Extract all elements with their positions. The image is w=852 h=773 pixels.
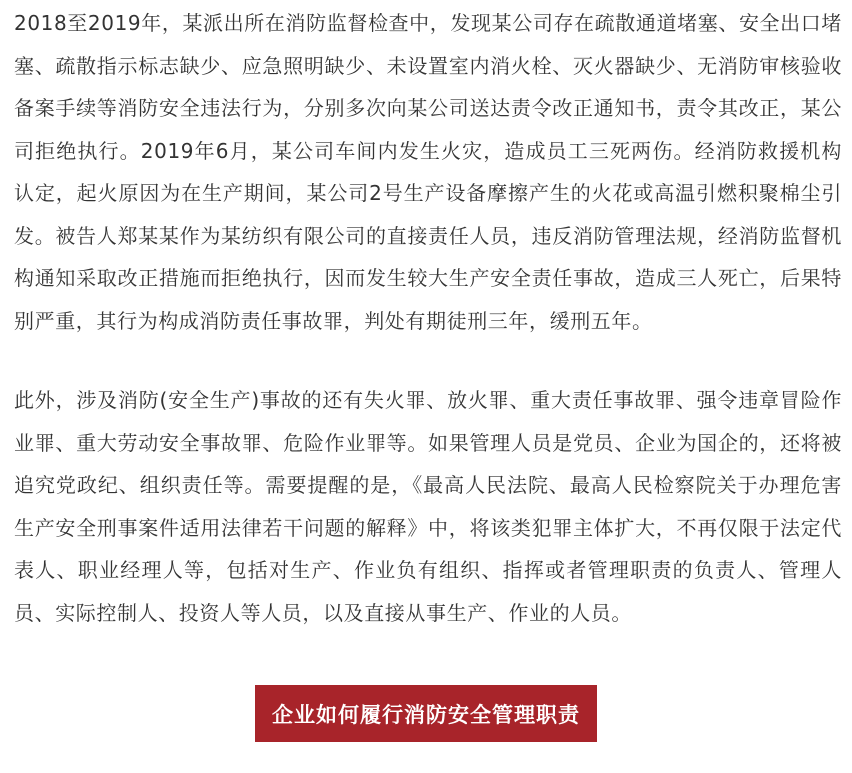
section-heading-banner: 企业如何履行消防安全管理职责 xyxy=(255,685,597,742)
article-body xyxy=(14,2,842,634)
related-crimes-paragraph: 此外，涉及消防(安全生产)事故的还有失火罪、放火罪、重大责任事故罪、强令违章冒险作业罪、重大劳动安全事故罪、危险作业罪等。如果管理人员是党员、企业为国企的，还将被追究党政纪、组织责任等。需要提醒的是，《最高人民法院、最高人民检察院关于办理危害生产安全刑事案件适用法律若干问题的解释》中，将该类犯罪主体扩大，不再仅限于法定代表人、职业经理人等，包括对生产、作业负有组织、指挥或者管理职责的负责人、管理人员、实际控制人、投资人等人员，以及直接从事生产、作业的人员。 xyxy=(14,388,842,625)
case-paragraph: 2018至2019年，某派出所在消防监督检查中，发现某公司存在疏散通道堵塞、安全出口堵塞、疏散指示标志缺少、应急照明缺少、未设置室内消火栓、灭火器缺少、无消防审核验收备案手续等消防安全违法行为，分别多次向某公司送达责令改正通知书，责令其改正，某公司拒绝执行。2019年6月，某公司车间内发生火灾，造成员工三死两伤。经消防救援机构认定，起火原因为在生产期间，某公司2号生产设备摩擦产生的火花或高温引燃积聚棉尘引发。被告人郑某某作为某纺织有限公司的直接责任人员，违反消防管理法规，经消防监督机构通知采取改正措施而拒绝执行，因而发生较大生产安全责任事故，造成三人死亡，后果特别严重，其行为构成消防责任事故罪，判处有期徒刑三年，缓刑五年。 xyxy=(14,11,842,333)
